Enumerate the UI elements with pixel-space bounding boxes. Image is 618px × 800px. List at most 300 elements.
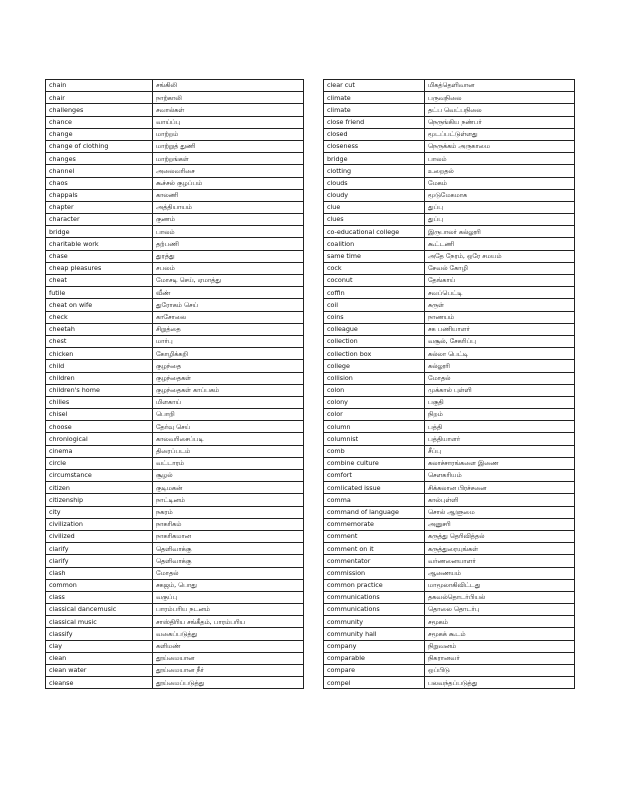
tamil-translation: சேவல் கோழி — [425, 262, 575, 274]
english-term: color — [324, 409, 425, 421]
english-term: comma — [324, 494, 425, 506]
tamil-translation: சூழல் — [153, 470, 304, 482]
tamil-translation: நாணயம் — [425, 311, 575, 323]
table-row — [46, 384, 304, 396]
table-row — [324, 445, 575, 457]
table-row — [324, 604, 575, 616]
english-term: compare — [324, 665, 425, 677]
table-row — [324, 299, 575, 311]
english-term: coconut — [324, 275, 425, 287]
table-row — [46, 482, 304, 494]
english-term: clue — [324, 201, 425, 213]
tamil-translation: காலணி — [153, 189, 304, 201]
tamil-translation: தற்பணி — [153, 238, 304, 250]
table-row — [46, 677, 304, 689]
tamil-translation: கலாச்சாரங்களை இணை — [425, 457, 575, 469]
tamil-translation: உறைதல் — [425, 165, 575, 177]
table-row — [46, 214, 304, 226]
table-row — [324, 555, 575, 567]
table-row — [46, 360, 304, 372]
english-term: channel — [46, 165, 153, 177]
tamil-translation: மாற்றம் — [153, 128, 304, 140]
table-row — [324, 518, 575, 530]
tamil-translation: தூய்மையான — [153, 652, 304, 664]
table-row — [324, 165, 575, 177]
tamil-translation: தேங்காய் — [425, 275, 575, 287]
table-row — [324, 262, 575, 274]
tamil-translation: பாலம் — [153, 226, 304, 238]
english-term: commission — [324, 567, 425, 579]
tamil-translation: நாகரிகமான — [153, 530, 304, 542]
english-term: choose — [46, 421, 153, 433]
english-term: coffin — [324, 287, 425, 299]
english-term: civilized — [46, 530, 153, 542]
tamil-translation: சாஸ்திரிய சங்கீதம், பாரம்பரிய — [153, 616, 304, 628]
table-row — [46, 506, 304, 518]
english-term: comment — [324, 530, 425, 542]
table-row — [46, 457, 304, 469]
table-row — [324, 275, 575, 287]
tamil-translation: தெளிவாக்கு — [153, 555, 304, 567]
table-row — [324, 201, 575, 213]
english-term: combine culture — [324, 457, 425, 469]
english-term: communications — [324, 604, 425, 616]
tamil-translation: மாற்றுத் துணி — [153, 140, 304, 152]
table-row — [324, 567, 575, 579]
table-row — [46, 323, 304, 335]
english-term: classical music — [46, 616, 153, 628]
tamil-translation: வகைப்படுத்து — [153, 628, 304, 640]
tamil-translation: பாரம்பரிய நடனம் — [153, 604, 304, 616]
english-term: collection box — [324, 348, 425, 360]
english-term: cleanse — [46, 677, 153, 689]
tamil-translation: கூட்டணி — [425, 238, 575, 250]
tamil-translation: வீண் — [153, 287, 304, 299]
table-row — [46, 494, 304, 506]
english-term: class — [46, 591, 153, 603]
table-row — [324, 628, 575, 640]
tamil-translation: குழந்தைகள் — [153, 372, 304, 384]
table-row — [46, 579, 304, 591]
english-term: circumstance — [46, 470, 153, 482]
table-row — [324, 177, 575, 189]
english-term: classical dancemusic — [46, 604, 153, 616]
english-term: climate — [324, 104, 425, 116]
tamil-translation: நகரம் — [153, 506, 304, 518]
tamil-translation: தூய்மையான நீர் — [153, 665, 304, 677]
english-term: community — [324, 616, 425, 628]
english-term: check — [46, 311, 153, 323]
english-term: character — [46, 214, 153, 226]
english-term: colony — [324, 396, 425, 408]
table-row — [46, 445, 304, 457]
table-row — [46, 640, 304, 652]
table-row — [324, 116, 575, 128]
table-row — [46, 275, 304, 287]
tamil-translation: ஆணையம் — [425, 567, 575, 579]
table-row — [324, 677, 575, 689]
english-term: chaos — [46, 177, 153, 189]
english-term: columnist — [324, 433, 425, 445]
table-row — [324, 457, 575, 469]
english-term: challenges — [46, 104, 153, 116]
tamil-translation: நிறுவனம் — [425, 640, 575, 652]
english-term: comparable — [324, 652, 425, 664]
table-row — [46, 104, 304, 116]
table-row — [46, 201, 304, 213]
table-row — [46, 140, 304, 152]
english-term: communications — [324, 591, 425, 603]
tamil-translation: மிளகாய் — [153, 396, 304, 408]
table-row — [324, 92, 575, 104]
tamil-translation: மிகத்தெளிவான — [425, 80, 575, 92]
tamil-translation: சமூகம் — [425, 616, 575, 628]
english-term: common practice — [324, 579, 425, 591]
english-term: city — [46, 506, 153, 518]
table-row — [324, 372, 575, 384]
english-term: collision — [324, 372, 425, 384]
tamil-translation: துரோகம் செய் — [153, 299, 304, 311]
tamil-translation: சகஜம், பொது — [153, 579, 304, 591]
tamil-translation: சமூகக் கூடம் — [425, 628, 575, 640]
glossary-table-left — [45, 79, 304, 689]
english-term: commentator — [324, 555, 425, 567]
table-row — [46, 189, 304, 201]
english-term: chicken — [46, 348, 153, 360]
english-term: clouds — [324, 177, 425, 189]
table-row — [324, 189, 575, 201]
english-term: collection — [324, 335, 425, 347]
table-row — [324, 214, 575, 226]
tamil-translation: பாலம் — [425, 153, 575, 165]
tamil-translation: சவால்கள் — [153, 104, 304, 116]
english-term: chance — [46, 116, 153, 128]
table-row — [324, 640, 575, 652]
tamil-translation: வாய்ப்பு — [153, 116, 304, 128]
english-term: coalition — [324, 238, 425, 250]
english-term: chest — [46, 335, 153, 347]
tamil-translation: மூடப்பட்டுள்ளது — [425, 128, 575, 140]
table-row — [46, 128, 304, 140]
english-term: colleague — [324, 323, 425, 335]
english-term: chilies — [46, 396, 153, 408]
tamil-translation: குழந்தைகள் காப்பகம் — [153, 384, 304, 396]
tamil-translation: பத்தி — [425, 421, 575, 433]
table-row — [46, 652, 304, 664]
tamil-translation: சௌகரியம் — [425, 470, 575, 482]
english-term: chronlogical — [46, 433, 153, 445]
table-row — [324, 494, 575, 506]
english-term: clarify — [46, 543, 153, 555]
english-term: clarify — [46, 555, 153, 567]
tamil-translation: குழந்தை — [153, 360, 304, 372]
tamil-translation: நெருங்கிய நண்பர் — [425, 116, 575, 128]
tamil-translation: முக்கால் புள்ளி — [425, 384, 575, 396]
table-row — [324, 396, 575, 408]
table-row — [46, 470, 304, 482]
table-row — [46, 250, 304, 262]
tamil-translation: நிகரானவர் — [425, 652, 575, 664]
english-term: cheat on wife — [46, 299, 153, 311]
tamil-translation: பொறி — [153, 409, 304, 421]
tamil-translation: சக பணியாளர் — [425, 323, 575, 335]
english-term: column — [324, 421, 425, 433]
tamil-translation: தேர்வு செய் — [153, 421, 304, 433]
table-row — [46, 226, 304, 238]
tamil-translation: குணம் — [153, 214, 304, 226]
table-row — [46, 530, 304, 542]
english-term: cheat — [46, 275, 153, 287]
english-term: comment on it — [324, 543, 425, 555]
table-row — [46, 604, 304, 616]
table-row — [324, 80, 575, 92]
table-row — [46, 116, 304, 128]
table-row — [324, 616, 575, 628]
english-term: college — [324, 360, 425, 372]
tamil-translation: கல்லூரி — [425, 360, 575, 372]
tamil-translation: அத்தியாயம் — [153, 201, 304, 213]
table-row — [324, 287, 575, 299]
tamil-translation: மேகம் — [425, 177, 575, 189]
table-row — [324, 579, 575, 591]
tamil-translation: மோதல் — [425, 372, 575, 384]
table-row — [46, 238, 304, 250]
tamil-translation: நாட்டினம் — [153, 494, 304, 506]
english-term: compel — [324, 677, 425, 689]
table-row — [46, 665, 304, 677]
table-row — [324, 384, 575, 396]
table-row — [324, 323, 575, 335]
english-term: children — [46, 372, 153, 384]
table-row — [46, 543, 304, 555]
tamil-translation: சபலம் — [153, 262, 304, 274]
english-term: coins — [324, 311, 425, 323]
tamil-translation: வட்டாரம் — [153, 457, 304, 469]
table-row — [324, 311, 575, 323]
table-row — [46, 616, 304, 628]
table-row — [324, 348, 575, 360]
english-term: close friend — [324, 116, 425, 128]
table-row — [324, 128, 575, 140]
table-row — [46, 80, 304, 92]
english-term: co-educational college — [324, 226, 425, 238]
tamil-translation: கோழிக்கறி — [153, 348, 304, 360]
tamil-translation: மார்பு — [153, 335, 304, 347]
english-term: citizen — [46, 482, 153, 494]
english-term: children's home — [46, 384, 153, 396]
english-term: same time — [324, 250, 425, 262]
table-row — [324, 335, 575, 347]
table-row — [324, 470, 575, 482]
english-term: change of clothing — [46, 140, 153, 152]
tamil-translation: கூச்சல் குழப்பம் — [153, 177, 304, 189]
tamil-translation: மாமூலாகிவிட்டது — [425, 579, 575, 591]
english-term: clear cut — [324, 80, 425, 92]
table-row — [46, 396, 304, 408]
tamil-translation: நாகரிகம் — [153, 518, 304, 530]
table-row — [324, 543, 575, 555]
tamil-translation: துரத்து — [153, 250, 304, 262]
english-term: climate — [324, 92, 425, 104]
tamil-translation: தட்ப வெட்பநிலை — [425, 104, 575, 116]
table-row — [324, 506, 575, 518]
table-row — [324, 591, 575, 603]
table-row — [46, 287, 304, 299]
table-row — [46, 311, 304, 323]
tamil-translation: சொல் ஆளுமை — [425, 506, 575, 518]
english-term: commemorate — [324, 518, 425, 530]
tamil-translation: சுருள் — [425, 299, 575, 311]
table-row — [46, 421, 304, 433]
english-term: chappals — [46, 189, 153, 201]
tamil-translation: சிக்கலான பிரச்சனை — [425, 482, 575, 494]
english-term: bridge — [46, 226, 153, 238]
tamil-translation: கருத்துரையுங்கள் — [425, 543, 575, 555]
tamil-translation: தொலை தொடர்பு — [425, 604, 575, 616]
table-row — [46, 591, 304, 603]
english-term: comlicated issue — [324, 482, 425, 494]
english-term: comfort — [324, 470, 425, 482]
tamil-translation: நாற்காலி — [153, 92, 304, 104]
english-term: civilization — [46, 518, 153, 530]
tamil-translation: மூடுமேகமாக — [425, 189, 575, 201]
english-term: circle — [46, 457, 153, 469]
tamil-translation: களிமண் — [153, 640, 304, 652]
english-term: clean — [46, 652, 153, 664]
english-term: chase — [46, 250, 153, 262]
table-row — [46, 92, 304, 104]
english-term: clotting — [324, 165, 425, 177]
tamil-translation: சீப்பு — [425, 445, 575, 457]
table-row — [46, 177, 304, 189]
english-term: cock — [324, 262, 425, 274]
tamil-translation: காசோலை — [153, 311, 304, 323]
tamil-translation: வகுப்பு — [153, 591, 304, 603]
english-term: company — [324, 640, 425, 652]
glossary-table-right — [323, 79, 575, 689]
english-term: cloudy — [324, 189, 425, 201]
tamil-translation: துப்பு — [425, 214, 575, 226]
tamil-translation: மாற்றங்கள் — [153, 153, 304, 165]
tamil-translation: தூய்மைப்படுத்து — [153, 677, 304, 689]
english-term: clean water — [46, 665, 153, 677]
tamil-translation: சிறுத்தை — [153, 323, 304, 335]
english-term: changes — [46, 153, 153, 165]
table-row — [324, 433, 575, 445]
tamil-translation: கருத்து தெரிவித்தல் — [425, 530, 575, 542]
table-row — [324, 360, 575, 372]
tamil-translation: சங்கிலி — [153, 80, 304, 92]
tamil-translation: திரைப்படம் — [153, 445, 304, 457]
tamil-translation: நெருக்கம் அருகாமை — [425, 140, 575, 152]
english-term: coil — [324, 299, 425, 311]
table-row — [46, 348, 304, 360]
tamil-translation: அனுசரி — [425, 518, 575, 530]
english-term: bridge — [324, 153, 425, 165]
table-row — [46, 153, 304, 165]
english-term: command of language — [324, 506, 425, 518]
english-term: child — [46, 360, 153, 372]
tamil-translation: குடிமகன் — [153, 482, 304, 494]
tamil-translation: காலவரிசைப்படி — [153, 433, 304, 445]
english-term: citizenship — [46, 494, 153, 506]
table-row — [324, 530, 575, 542]
table-row — [46, 628, 304, 640]
english-term: classify — [46, 628, 153, 640]
tamil-translation: நிறம் — [425, 409, 575, 421]
english-term: chair — [46, 92, 153, 104]
table-row — [46, 409, 304, 421]
table-row — [324, 238, 575, 250]
english-term: futile — [46, 287, 153, 299]
tamil-translation: பகுதி — [425, 396, 575, 408]
table-row — [46, 299, 304, 311]
english-term: cheap pleasures — [46, 262, 153, 274]
english-term: cinema — [46, 445, 153, 457]
table-row — [324, 652, 575, 664]
tamil-translation: மோசடி செய், ஏமாத்து — [153, 275, 304, 287]
table-row — [46, 567, 304, 579]
table-row — [324, 104, 575, 116]
table-row — [46, 335, 304, 347]
tamil-translation: பருவநிலை — [425, 92, 575, 104]
tamil-translation: ஒப்பிடு — [425, 665, 575, 677]
table-row — [324, 482, 575, 494]
english-term: charitable work — [46, 238, 153, 250]
english-term: colon — [324, 384, 425, 396]
tamil-translation: தகவல்தொடர்பியல் — [425, 591, 575, 603]
table-row — [324, 153, 575, 165]
tamil-translation: மோதல் — [153, 567, 304, 579]
tamil-translation: பத்தியாளர் — [425, 433, 575, 445]
tamil-translation: அலைவரிசை — [153, 165, 304, 177]
english-term: chisel — [46, 409, 153, 421]
tamil-translation: வசூல், சேகரிப்பு — [425, 335, 575, 347]
table-row — [324, 409, 575, 421]
english-term: chain — [46, 80, 153, 92]
english-term: comb — [324, 445, 425, 457]
tamil-translation: கல்லா பெட்டி — [425, 348, 575, 360]
english-term: chapter — [46, 201, 153, 213]
tamil-translation: அதே நேரம், ஒரே சமயம் — [425, 250, 575, 262]
english-term: clash — [46, 567, 153, 579]
english-term: closed — [324, 128, 425, 140]
table-row — [324, 421, 575, 433]
table-row — [46, 165, 304, 177]
table-row — [46, 555, 304, 567]
table-row — [324, 226, 575, 238]
tamil-translation: இருபாலர் கல்லூரி — [425, 226, 575, 238]
tamil-translation: துப்பு — [425, 201, 575, 213]
tamil-translation: பலவந்தப்படுத்து — [425, 677, 575, 689]
english-term: community hall — [324, 628, 425, 640]
english-term: clues — [324, 214, 425, 226]
tamil-translation: கால்புள்ளி — [425, 494, 575, 506]
table-row — [324, 665, 575, 677]
english-term: change — [46, 128, 153, 140]
english-term: common — [46, 579, 153, 591]
table-row — [324, 250, 575, 262]
english-term: clay — [46, 640, 153, 652]
tamil-translation: தெளிவாக்கு — [153, 543, 304, 555]
table-row — [46, 433, 304, 445]
table-row — [46, 518, 304, 530]
english-term: cheetah — [46, 323, 153, 335]
tamil-translation: சவப்பெட்டி — [425, 287, 575, 299]
table-row — [46, 262, 304, 274]
english-term: closeness — [324, 140, 425, 152]
tamil-translation: வர்ணனையாளர் — [425, 555, 575, 567]
